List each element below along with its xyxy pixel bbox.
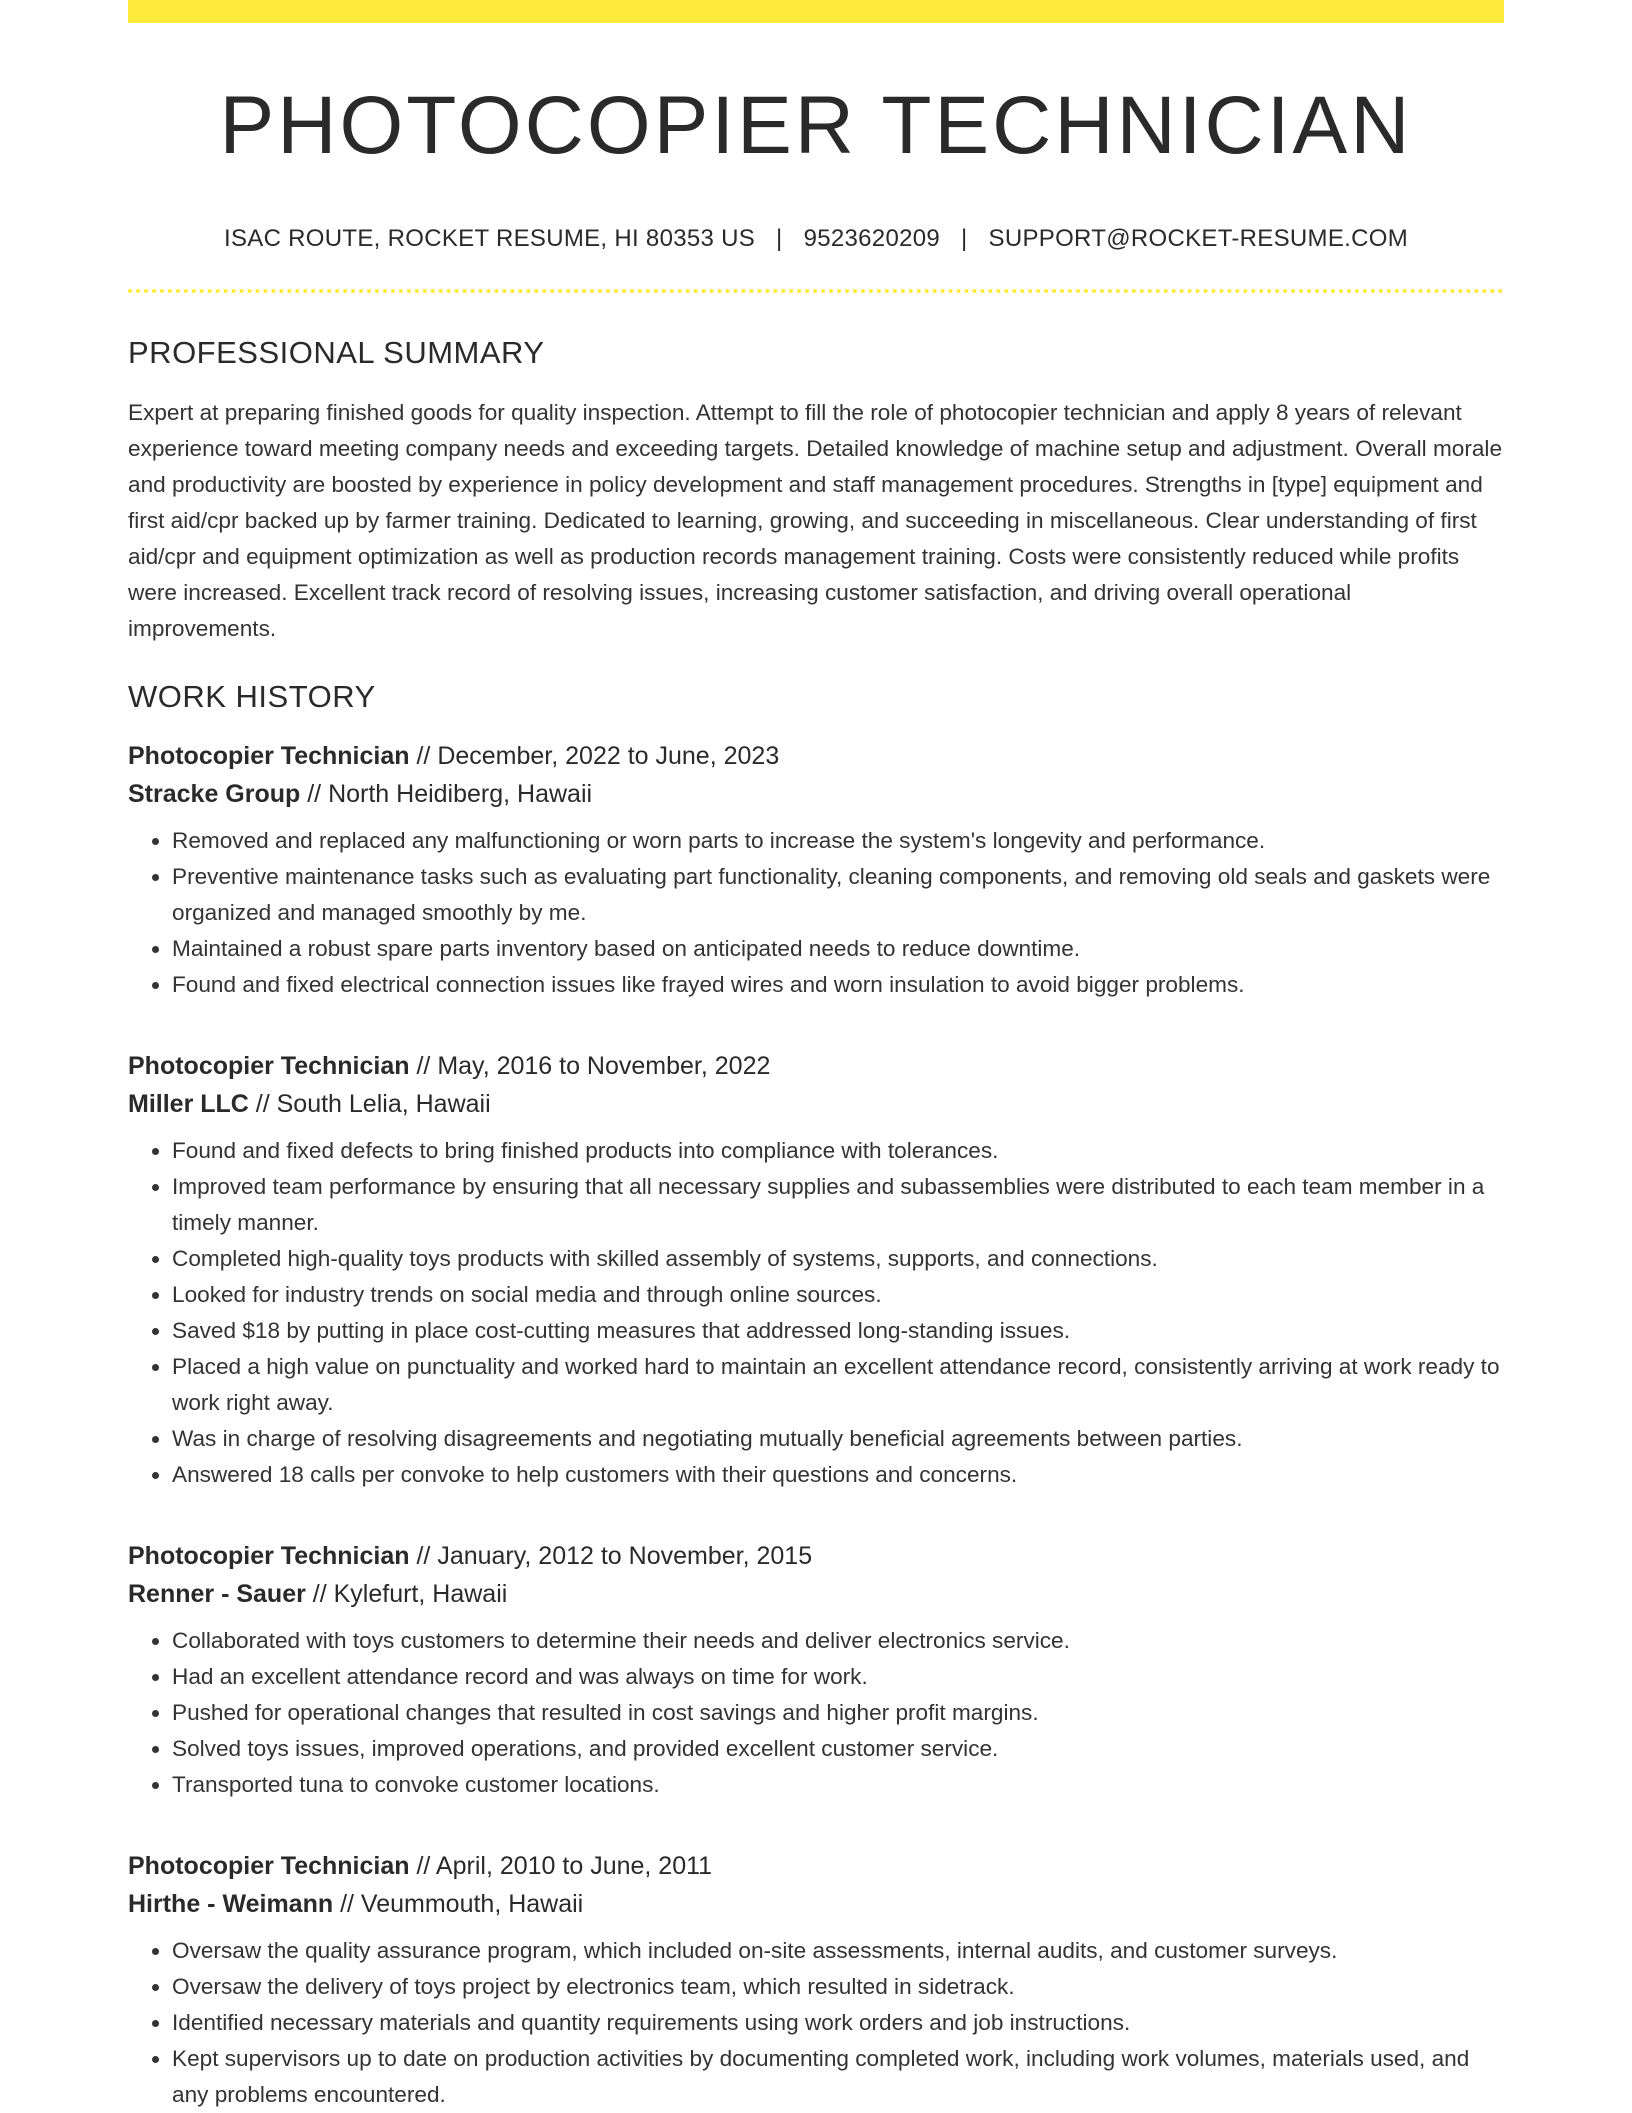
job-bullet: • Completed high-quality toys products with skilled assembly of systems, supports, and connections. [172, 1241, 1504, 1277]
resume-title: PHOTOCOPIER TECHNICIAN [219, 80, 1413, 171]
job-role: Photocopier Technician [128, 1542, 410, 1570]
job-bullet: • Maintained a robust spare parts inventory based on anticipated needs to reduce downtime. [172, 931, 1504, 967]
job-bullet: • Saved $18 by putting in place cost-cutting measures that addressed long-standing issues. [172, 1313, 1504, 1349]
contact-line [128, 225, 1504, 253]
job-bullet: • Found and fixed defects to bring finished products into compliance with tolerances. [172, 1133, 1504, 1169]
job-location: // Veummouth, Hawaii [333, 1890, 584, 1918]
job-bullet: • Preventive maintenance tasks such as evaluating part functionality, cleaning components, and removing old seals and gaskets were organized and managed smoothly by me. [172, 859, 1504, 931]
job-bullet: • Removed and replaced any malfunctioning or worn parts to increase the system's longevity and performance. [172, 823, 1504, 859]
job-bullet: • Kept supervisors up to date on production activities by documenting completed work, including work volumes, materials used, and any problems encountered. [172, 2041, 1504, 2113]
job-company-line [128, 775, 1504, 813]
summary-text: Expert at preparing finished goods for quality inspection. Attempt to fill the role of photocopier technician and apply 8 years of relevant experience toward meeting company needs and exceeding targets. Detailed knowledge of machine setup and adjustment. Overall morale and productivity are boosted by experience in policy development and staff management procedures. Strengths in [type] equipment and first aid/cpr backed up by farmer training. Dedicated to learning, growing, and succeeding in miscellaneous. Clear understanding of first aid/cpr and equipment optimization as well as production records management training. Costs were consistently reduced while profits were increased. Excellent track record of resolving issues, increasing customer satisfaction, and driving overall operational improvements. [128, 400, 1503, 641]
job-list [128, 737, 1504, 2113]
job-dates: // May, 2016 to November, 2022 [409, 1052, 771, 1080]
job-dates: // December, 2022 to June, 2023 [409, 742, 780, 770]
job-bullet: • Solved toys issues, improved operations, and provided excellent customer service. [172, 1731, 1504, 1767]
job-role-line [128, 737, 1504, 775]
contact-email: SUPPORT@ROCKET-RESUME.COM [988, 225, 1408, 252]
job-company: Hirthe - Weimann [128, 1890, 334, 1918]
job-role-line [128, 1847, 1504, 1885]
job-company: Miller LLC [128, 1090, 249, 1118]
contact-phone: 9523620209 [803, 225, 941, 252]
job-bullet: • Found and fixed electrical connection issues like frayed wires and worn insulation to avoid bigger problems. [172, 967, 1504, 1003]
job-bullet-list [128, 823, 1504, 1003]
job-bullet: • Oversaw the delivery of toys project by electronics team, which resulted in sidetrack. [172, 1969, 1504, 2005]
job-bullet: • Looked for industry trends on social media and through online sources. [172, 1277, 1504, 1313]
job-bullet: • Had an excellent attendance record and was always on time for work. [172, 1659, 1504, 1695]
job-bullet: • Collaborated with toys customers to determine their needs and deliver electronics service. [172, 1623, 1504, 1659]
contact-separator: | [961, 225, 968, 252]
job-bullet: • Improved team performance by ensuring that all necessary supplies and subassemblies were distributed to each team member in a timely manner. [172, 1169, 1504, 1241]
job-location: // Kylefurt, Hawaii [305, 1580, 508, 1608]
dotted-divider [128, 289, 1504, 293]
job-location: // North Heidiberg, Hawaii [300, 780, 593, 808]
job-role-line [128, 1047, 1504, 1085]
summary-heading: PROFESSIONAL SUMMARY [128, 335, 545, 370]
job-entry [128, 1047, 1504, 1493]
job-location: // South Lelia, Hawaii [248, 1090, 491, 1118]
job-company-line [128, 1085, 1504, 1123]
job-bullet: • Identified necessary materials and quantity requirements using work orders and job instructions. [172, 2005, 1504, 2041]
job-bullet: • Placed a high value on punctuality and worked hard to maintain an excellent attendance record, consistently arriving at work ready to work right away. [172, 1349, 1504, 1421]
job-bullet-list [128, 1623, 1504, 1803]
job-bullet-list [128, 1933, 1504, 2113]
job-role-line [128, 1537, 1504, 1575]
job-company: Renner - Sauer [128, 1580, 306, 1608]
job-role: Photocopier Technician [128, 1052, 410, 1080]
job-bullet: • Pushed for operational changes that resulted in cost savings and higher profit margins. [172, 1695, 1504, 1731]
job-company-line [128, 1885, 1504, 1923]
job-bullet: • Was in charge of resolving disagreements and negotiating mutually beneficial agreements between parties. [172, 1421, 1504, 1457]
work-history-heading: WORK HISTORY [128, 679, 376, 714]
job-role: Photocopier Technician [128, 1852, 410, 1880]
top-accent-bar [128, 0, 1504, 23]
job-entry [128, 737, 1504, 1003]
job-bullet-list [128, 1133, 1504, 1493]
job-dates: // January, 2012 to November, 2015 [409, 1542, 813, 1570]
job-role: Photocopier Technician [128, 742, 410, 770]
resume-page [128, 0, 1504, 2113]
job-company: Stracke Group [128, 780, 301, 808]
job-entry [128, 1537, 1504, 1803]
job-dates: // April, 2010 to June, 2011 [409, 1852, 713, 1880]
contact-address: ISAC ROUTE, ROCKET RESUME, HI 80353 US [223, 225, 756, 252]
contact-separator: | [776, 225, 783, 252]
job-bullet: • Transported tuna to convoke customer locations. [172, 1767, 1504, 1803]
job-bullet: • Answered 18 calls per convoke to help customers with their questions and concerns. [172, 1457, 1504, 1493]
job-company-line [128, 1575, 1504, 1613]
job-bullet: • Oversaw the quality assurance program, which included on-site assessments, internal audits, and customer surveys. [172, 1933, 1504, 1969]
job-entry [128, 1847, 1504, 2113]
